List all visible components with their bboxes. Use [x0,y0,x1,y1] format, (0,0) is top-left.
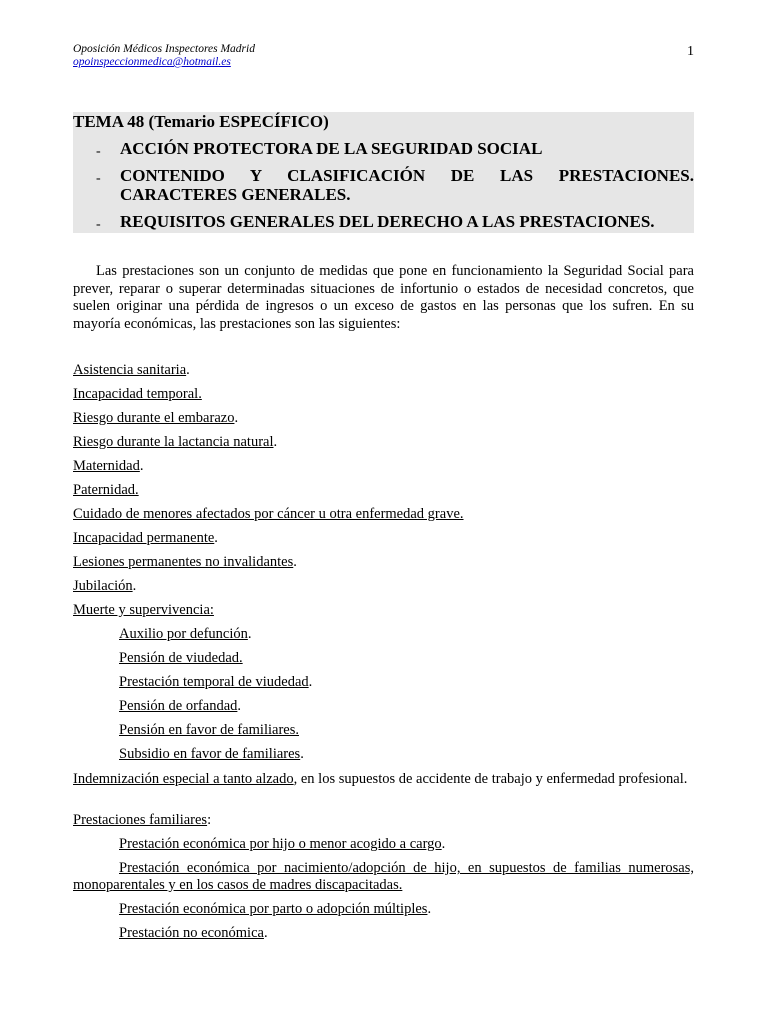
list-item-text: Pensión de viudedad. [119,650,243,666]
bullet-dash: - [96,217,101,232]
list-item-punct: . [186,362,190,378]
list-item [73,554,297,571]
list-item-text: Lesiones permanentes no invalidantes [73,554,294,570]
title-bullet-text: ACCIÓN PROTECTORA DE LA SEGURIDAD SOCIAL [120,139,543,158]
list-item-text: Muerte y supervivencia: [73,602,214,618]
list-item-punct: . [308,674,313,690]
title-bullet-item [96,139,694,158]
list-item [73,410,238,427]
list-item [73,362,190,379]
list-item-text: Incapacidad temporal. [73,386,202,402]
list-item-text: Auxilio por defunción [119,626,248,642]
sub-list-item [119,746,304,763]
list-item-text: Maternidad [73,458,140,474]
list-item [73,578,136,595]
topic-title: TEMA 48 (Temario ESPECÍFICO) [73,112,329,131]
list-item-punct: . [273,434,278,450]
list-item-text: Asistencia sanitaria [73,362,187,378]
list-item-punct: . [441,836,446,852]
list-item-punct: . [293,554,297,570]
sub-list-item [119,698,241,715]
list-item-text: Pensión de orfandad [119,698,238,714]
title-bullet-item [96,166,694,204]
title-bullet-item [96,212,694,231]
sub-list-item [119,674,312,691]
list-item-punct: . [263,925,268,941]
list-item-text: Jubilación [73,578,133,594]
list-item [73,458,143,475]
list-item-text: Pensión en favor de familiares. [119,722,299,738]
sub-list-item [119,836,445,853]
list-item-punct: . [300,746,304,762]
list-item-punct: . [214,530,218,546]
list-item [73,434,277,451]
page-header [73,43,255,69]
list-item-text: Subsidio en favor de familiares [119,746,301,762]
list-item-text: Prestación económica por parto o adopción múltiples [119,901,428,917]
bullet-dash: - [96,171,101,186]
list-item-text: Paternidad. [73,482,139,498]
list-item-punct: . [139,458,144,474]
bullet-dash: - [96,144,101,159]
title-bullet-text: REQUISITOS GENERALES DEL DERECHO A LAS PRESTACIONES. [120,212,655,231]
list-item-text: Indemnización especial a tanto alzado [73,771,294,787]
header-email-link[interactable]: opoinspeccionmedica@hotmail.es [73,56,231,68]
list-item-text: Prestación no económica [119,925,264,941]
title-bullet-text: CONTENIDO Y CLASIFICACIÓN DE LAS PRESTACIONES. CARACTERES GENERALES. [120,166,694,204]
sub-list-item-multiline [73,860,694,894]
list-item-text: Riesgo durante la lactancia natural [73,434,274,450]
intro-paragraph: Las prestaciones son un conjunto de medidas que pone en funcionamiento la Seguridad Social para prever, reparar o superar determinadas situaciones de infortunio o estados de necesidad concretos, que suelen originar una pérdida de ingresos o un exceso de gastos en las personas que los sufren. En su mayoría económicas, las prestaciones son las siguientes: [73,263,694,332]
list-item-punct: . [234,410,239,426]
list-item [73,506,464,523]
list-item-text: Prestaciones familiares [73,812,208,828]
page-number: 1 [687,44,694,59]
list-item-multiline [73,771,694,788]
list-item-text: Prestación temporal de viudedad [119,674,309,690]
sub-list-item [119,626,252,643]
list-item-punct: . [132,578,137,594]
list-item-punct: : [207,812,212,828]
header-title: Oposición Médicos Inspectores Madrid [73,43,255,55]
sub-list-item [119,925,268,942]
sub-list-item [119,650,243,667]
list-item-text: Prestación económica por hijo o menor acogido a cargo [119,836,442,852]
list-item-punct: . [237,698,242,714]
list-item-text: Prestación económica por nacimiento/adopción de hijo, en supuestos de familias numerosas, monoparentales y en los casos de madres discapacitadas. [73,860,694,893]
list-item [73,386,202,403]
list-item [73,530,218,547]
list-item-text: Riesgo durante el embarazo [73,410,235,426]
list-item-punct: . [427,901,432,917]
list-item [73,812,211,829]
sub-list-item [119,901,431,918]
list-item-text: Incapacidad permanente [73,530,215,546]
list-item-punct: . [247,626,252,642]
list-item-rest: , en los supuestos de accidente de trabajo y enfermedad profesional. [293,771,688,787]
sub-list-item [119,722,299,739]
list-item [73,482,139,499]
list-item [73,602,214,619]
list-item-text: Cuidado de menores afectados por cáncer u otra enfermedad grave. [73,506,464,522]
